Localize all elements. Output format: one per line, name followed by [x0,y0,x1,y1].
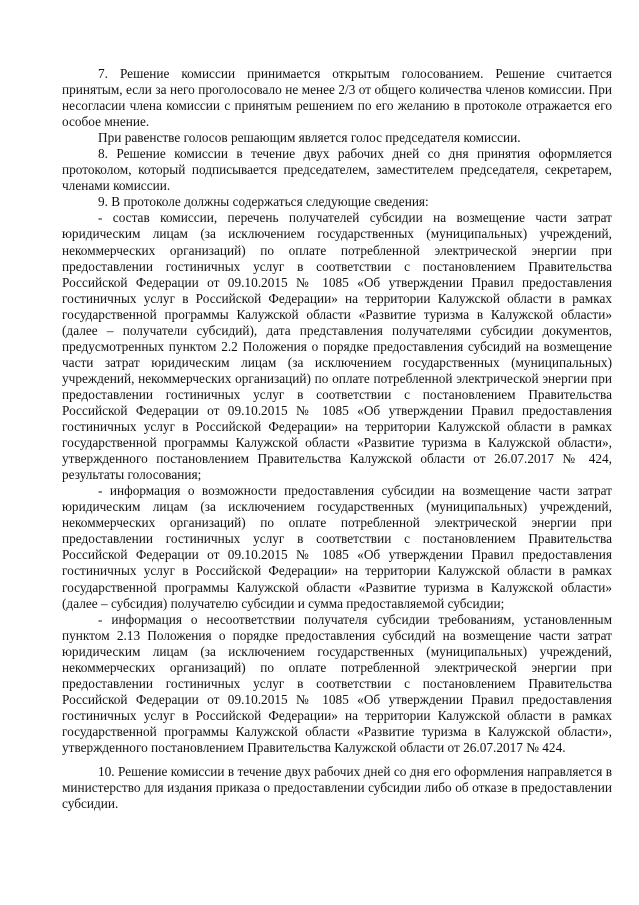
paragraph-item-8: 8. Решение комиссии в течение двух рабочих дней со дня принятия оформляется протоколом, который подписывается председателем, заместителем председателя, секретарем, членами комиссии. [62,146,612,194]
list-item-commission-composition: - состав комиссии, перечень получателей субсидии на возмещение части затрат юридическим лицам (за исключением государственных (муниципальных) учреждений, некоммерческих организаций) по оплате потребленной электрической энергии при предоставлении гостиничных услуг в соответствии с постановлением Правительства Российской Федерации от 09.10.2015 № 1085 «Об утверждении Правил предоставления гостиничных услуг в Российской Федерации» на территории Калужской области в рамках государственной программы Калужской области «Развитие туризма в Калужской области» (далее – получатели субсидий), дата представления получателями субсидии документов, предусмотренных пунктом 2.2 Положения о порядке предоставления субсидий на возмещение части затрат юридическим лицам (за исключением государственных (муниципальных) учреждений, некоммерческих организаций) по оплате потребленной электрической энергии при предоставлении гостиничных услуг в соответствии с постановлением Правительства Российской Федерации от 09.10.2015 № 1085 «Об утверждении Правил предоставления гостиничных услуг в Российской Федерации» на территории Калужской области в рамках государственной программы Калужской области «Развитие туризма в Калужской области», утвержденного постановлением Правительства Калужской области от 26.07.2017 № 424, результаты голосования; [62,210,612,483]
paragraph-tie-vote: При равенстве голосов решающим является голос председателя комиссии. [98,130,521,146]
document-page [62,66,612,812]
paragraph-item-9: 9. В протоколе должны содержаться следующие сведения: [98,194,429,210]
paragraph-item-7: 7. Решение комиссии принимается открытым голосованием. Решение считается принятым, если за него проголосовало не менее 2/3 от общего количества членов комиссии. При несогласии члена комиссии с принятым решением по его желанию в протоколе отражается его особое мнение. [62,66,612,130]
list-item-noncompliance: - информация о несоответствии получателя субсидии требованиям, установленным пунктом 2.13 Положения о порядке предоставления субсидий на возмещение части затрат юридическим лицам (за исключением государственных (муниципальных) учреждений, некоммерческих организаций) по оплате потребленной электрической энергии при предоставлении гостиничных услуг в соответствии с постановлением Правительства Российской Федерации от 09.10.2015 № 1085 «Об утверждении Правил предоставления гостиничных услуг в Российской Федерации» на территории Калужской области в рамках государственной программы Калужской области «Развитие туризма в Калужской области», утвержденного постановлением Правительства Калужской области от 26.07.2017 № 424. [62,611,612,755]
paragraph-item-10: 10. Решение комиссии в течение двух рабочих дней со дня его оформления направляется в министерство для издания приказа о предоставлении субсидии либо об отказе в предоставлении субсидии. [62,764,612,812]
list-item-subsidy-possibility: - информация о возможности предоставления субсидии на возмещение части затрат юридическим лицам (за исключением государственных (муниципальных) учреждений, некоммерческих организаций) по оплате потребленной электрической энергии при предоставлении гостиничных услуг в соответствии с постановлением Правительства Российской Федерации от 09.10.2015 № 1085 «Об утверждении Правил предоставления гостиничных услуг в Российской Федерации» на территории Калужской области в рамках государственной программы Калужской области «Развитие туризма в Калужской области» (далее – субсидия) получателю субсидии и сумма предоставляемой субсидии; [62,483,612,611]
